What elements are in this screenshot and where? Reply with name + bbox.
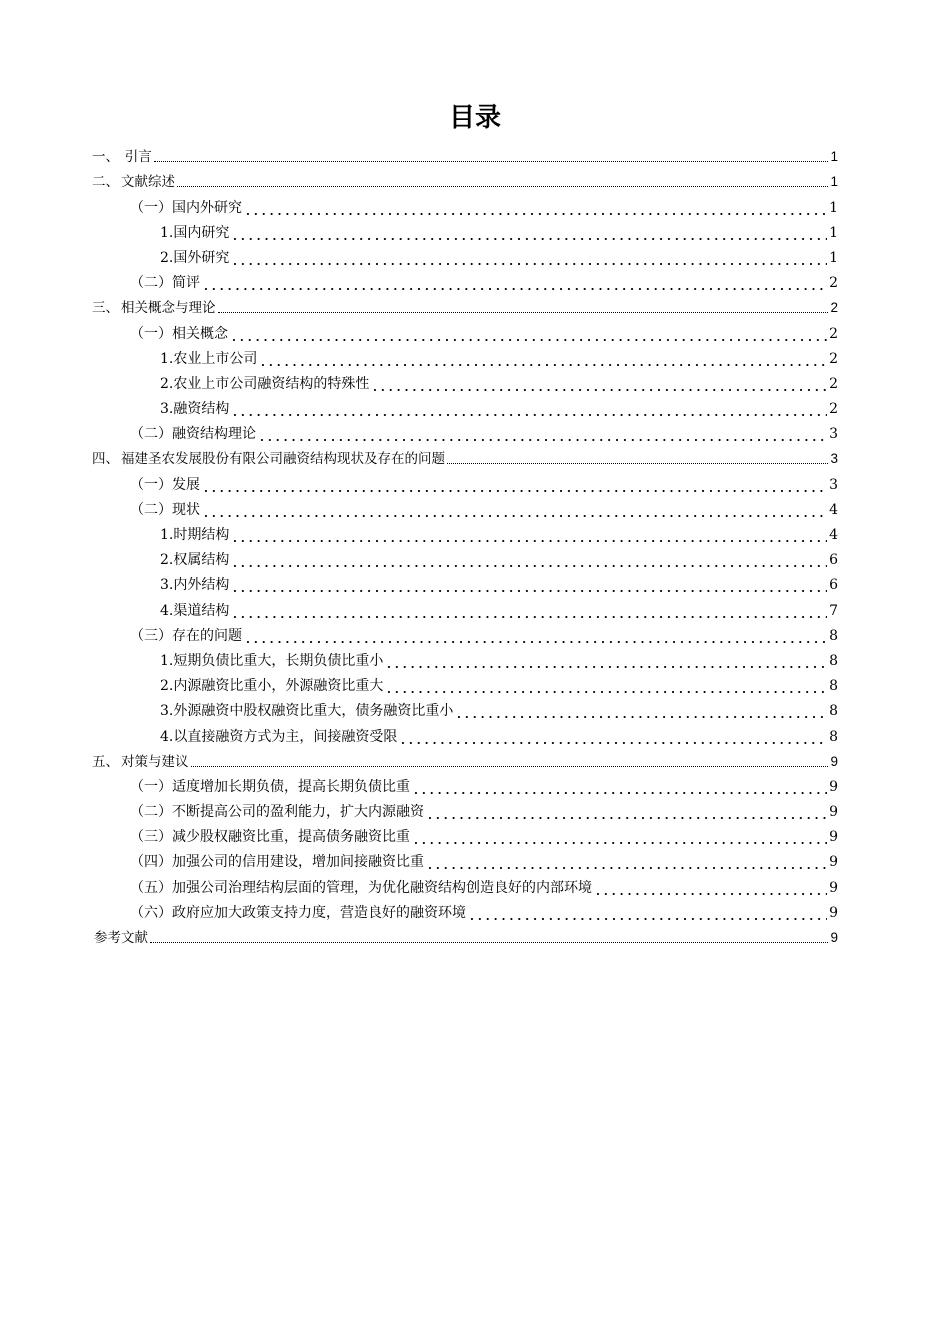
toc-entry-page-number: 8 bbox=[829, 728, 838, 745]
dot-leader bbox=[455, 701, 827, 721]
toc-entry-label bbox=[160, 525, 229, 545]
toc-entry-text: 农业上市公司融资结构的特殊性 bbox=[173, 375, 370, 392]
toc-entry[interactable] bbox=[92, 898, 838, 923]
dot-leader bbox=[412, 777, 827, 797]
toc-entry-label bbox=[130, 198, 242, 218]
toc-entry-label bbox=[130, 273, 200, 293]
toc-entry-number: （一） bbox=[130, 778, 172, 795]
toc-entry-number: 1. bbox=[160, 527, 174, 543]
toc-entry[interactable] bbox=[92, 595, 838, 620]
toc-entry-page-number: 1 bbox=[830, 149, 838, 165]
toc-entry-text: 内外结构 bbox=[173, 577, 230, 594]
toc-entry-number: 五、 bbox=[92, 753, 119, 769]
toc-entry[interactable] bbox=[92, 847, 838, 872]
toc-entry-label bbox=[92, 928, 148, 948]
dot-leader bbox=[150, 942, 828, 943]
toc-entry-text: 国外研究 bbox=[173, 249, 230, 266]
dot-leader bbox=[231, 601, 827, 621]
toc-entry-label bbox=[130, 827, 410, 847]
toc-entry-page-number: 2 bbox=[829, 401, 838, 418]
toc-entry-text: 加强公司的信用建设，增加间接融资比重 bbox=[172, 854, 424, 871]
toc-entry-number: 1. bbox=[160, 652, 174, 669]
toc-entry[interactable] bbox=[92, 218, 838, 243]
toc-entry-number: （六） bbox=[130, 904, 172, 921]
toc-entry-text: 农业上市公司 bbox=[173, 350, 258, 367]
toc-entry-number: 2. bbox=[160, 249, 174, 266]
toc-entry-number: 2. bbox=[160, 678, 174, 695]
toc-entry-label bbox=[160, 399, 229, 419]
toc-entry-text: 减少股权融资比重，提高债务融资比重 bbox=[172, 829, 410, 846]
table-of-contents bbox=[92, 142, 838, 948]
dot-leader bbox=[426, 802, 827, 822]
toc-entry-label bbox=[160, 575, 229, 595]
dot-leader bbox=[191, 766, 829, 767]
toc-entry-number: 三、 bbox=[92, 300, 119, 316]
toc-entry[interactable] bbox=[92, 444, 838, 469]
toc-entry-page-number: 4 bbox=[829, 501, 838, 518]
toc-entry-label bbox=[92, 298, 216, 318]
toc-entry[interactable] bbox=[92, 469, 838, 494]
toc-entry-label bbox=[130, 626, 242, 646]
toc-entry-text: 外源融资中股权融资比重大，债务融资比重小 bbox=[173, 703, 454, 720]
toc-entry-text: 对策与建议 bbox=[121, 753, 189, 769]
toc-entry-label bbox=[130, 878, 592, 898]
toc-entry-number: 3. bbox=[160, 401, 174, 418]
toc-entry-text: 适度增加长期负债，提高长期负债比重 bbox=[172, 778, 410, 795]
dot-leader bbox=[202, 273, 827, 293]
toc-entry[interactable] bbox=[92, 621, 838, 646]
toc-entry[interactable] bbox=[92, 293, 838, 318]
toc-entry[interactable] bbox=[92, 570, 838, 595]
toc-entry-text: 相关概念 bbox=[172, 325, 228, 342]
toc-entry-page-number: 3 bbox=[829, 426, 838, 443]
toc-entry-number: 2. bbox=[160, 552, 174, 569]
toc-entry[interactable] bbox=[92, 797, 838, 822]
dot-leader bbox=[385, 651, 827, 671]
toc-entry-number: （三） bbox=[130, 829, 172, 846]
toc-entry-number: 四、 bbox=[92, 451, 119, 467]
toc-entry-number: （五） bbox=[130, 879, 172, 896]
toc-entry-page-number: 1 bbox=[829, 224, 838, 241]
dot-leader bbox=[385, 676, 827, 696]
toc-entry[interactable] bbox=[92, 520, 838, 545]
dot-leader bbox=[231, 525, 827, 545]
toc-entry[interactable] bbox=[92, 696, 838, 721]
toc-entry-text: 内源融资比重小，外源融资比重大 bbox=[173, 678, 384, 695]
dot-leader bbox=[412, 827, 827, 847]
page-title: 目录 bbox=[448, 103, 501, 133]
toc-entry-text: 福建圣农发展股份有限公司融资结构现状及存在的问题 bbox=[121, 451, 445, 467]
toc-entry[interactable] bbox=[92, 923, 838, 948]
toc-entry-number: 3. bbox=[160, 703, 174, 720]
toc-entry-number: 3. bbox=[160, 577, 174, 594]
toc-entry-label bbox=[160, 601, 229, 621]
toc-entry[interactable] bbox=[92, 721, 838, 746]
toc-entry-page-number: 8 bbox=[829, 627, 838, 644]
toc-entry-number: 二、 bbox=[92, 174, 119, 190]
toc-entry-text: 政府应加大政策支持力度，营造良好的融资环境 bbox=[172, 904, 466, 921]
toc-entry-number: （二） bbox=[130, 275, 172, 292]
toc-entry-page-number: 9 bbox=[830, 753, 838, 769]
toc-entry-text: 国内研究 bbox=[173, 224, 230, 241]
toc-entry[interactable] bbox=[92, 192, 838, 217]
toc-entry-page-number: 4 bbox=[829, 527, 838, 543]
dot-leader bbox=[230, 324, 827, 344]
toc-entry-text: 权属结构 bbox=[173, 552, 230, 569]
toc-entry-text: 现状 bbox=[172, 501, 200, 518]
toc-entry-number: 4. bbox=[160, 602, 174, 619]
dot-leader bbox=[399, 727, 827, 747]
toc-entry-number: 1. bbox=[160, 350, 174, 367]
dot-leader bbox=[594, 878, 827, 898]
toc-entry-text: 参考文献 bbox=[94, 930, 148, 945]
dot-leader bbox=[426, 852, 827, 872]
dot-leader bbox=[259, 349, 827, 369]
dot-leader bbox=[258, 424, 827, 444]
toc-entry-text: 加强公司治理结构层面的管理，为优化融资结构创造良好的内部环境 bbox=[172, 879, 592, 896]
toc-entry[interactable] bbox=[92, 142, 838, 167]
toc-entry-text: 文献综述 bbox=[121, 174, 175, 190]
dot-leader bbox=[154, 161, 828, 162]
toc-entry[interactable] bbox=[92, 747, 838, 772]
toc-entry-text: 渠道结构 bbox=[173, 602, 230, 619]
toc-entry-text: 融资结构 bbox=[173, 401, 230, 418]
dot-leader bbox=[231, 223, 827, 243]
toc-entry-label bbox=[160, 550, 229, 570]
toc-entry-page-number: 9 bbox=[829, 904, 838, 921]
toc-entry-page-number: 2 bbox=[830, 300, 838, 316]
toc-entry-number: 2. bbox=[160, 375, 174, 392]
dot-leader bbox=[202, 500, 827, 520]
toc-entry-page-number: 9 bbox=[829, 829, 838, 846]
toc-entry-number: 4. bbox=[160, 728, 174, 745]
dot-leader bbox=[177, 186, 828, 187]
toc-entry-label bbox=[160, 223, 229, 243]
toc-entry-label bbox=[130, 802, 424, 822]
toc-entry[interactable] bbox=[92, 369, 838, 394]
toc-entry[interactable] bbox=[92, 545, 838, 570]
toc-entry-text: 国内外研究 bbox=[172, 199, 242, 216]
toc-entry-number: （四） bbox=[130, 854, 172, 871]
toc-entry-number: （一） bbox=[130, 199, 172, 216]
toc-entry-label bbox=[130, 424, 256, 444]
toc-entry-number: （二） bbox=[130, 501, 172, 518]
toc-entry-text: 引言 bbox=[121, 149, 152, 165]
dot-leader bbox=[231, 248, 827, 268]
toc-entry-page-number: 8 bbox=[829, 678, 838, 695]
toc-entry-page-number: 1 bbox=[829, 249, 838, 266]
toc-entry-page-number: 9 bbox=[829, 778, 838, 795]
toc-entry-text: 以直接融资方式为主，间接融资受限 bbox=[173, 728, 398, 745]
toc-entry-page-number: 6 bbox=[829, 552, 838, 569]
toc-entry-text: 不断提高公司的盈利能力，扩大内源融资 bbox=[172, 804, 424, 821]
toc-entry-label bbox=[130, 903, 466, 923]
toc-entry-page-number: 9 bbox=[829, 854, 838, 871]
toc-entry-label bbox=[160, 676, 383, 696]
toc-entry[interactable] bbox=[92, 671, 838, 696]
toc-entry-page-number: 2 bbox=[829, 325, 838, 342]
toc-entry-label bbox=[130, 475, 200, 495]
toc-entry-page-number: 3 bbox=[829, 476, 838, 493]
toc-entry-label bbox=[92, 752, 189, 772]
toc-entry-page-number: 2 bbox=[829, 275, 838, 292]
toc-entry-text: 存在的问题 bbox=[172, 627, 242, 644]
dot-leader bbox=[231, 550, 827, 570]
toc-entry-label bbox=[160, 727, 397, 747]
toc-entry[interactable] bbox=[92, 646, 838, 671]
toc-entry-page-number: 9 bbox=[829, 804, 838, 821]
toc-entry-number: （二） bbox=[130, 426, 172, 443]
toc-entry-label bbox=[160, 248, 229, 268]
toc-entry-page-number: 6 bbox=[829, 577, 838, 594]
toc-entry-page-number: 2 bbox=[829, 350, 838, 367]
toc-entry-page-number: 8 bbox=[829, 652, 838, 669]
toc-entry-page-number: 3 bbox=[830, 451, 838, 467]
dot-leader bbox=[447, 463, 828, 464]
toc-entry[interactable] bbox=[92, 268, 838, 293]
toc-entry-text: 相关概念与理论 bbox=[121, 300, 216, 316]
toc-entry-label bbox=[160, 701, 453, 721]
toc-entry[interactable] bbox=[92, 772, 838, 797]
toc-entry-label bbox=[92, 147, 152, 167]
toc-entry-label bbox=[130, 852, 424, 872]
toc-entry-label bbox=[160, 374, 369, 394]
toc-entry-page-number: 2 bbox=[829, 375, 838, 392]
toc-entry-label bbox=[92, 449, 445, 469]
toc-entry-page-number: 1 bbox=[829, 199, 838, 216]
dot-leader bbox=[468, 903, 827, 923]
toc-entry[interactable] bbox=[92, 822, 838, 847]
toc-entry-number: 一、 bbox=[92, 149, 119, 165]
toc-entry[interactable] bbox=[92, 243, 838, 268]
toc-entry-number: 1. bbox=[160, 224, 174, 241]
toc-entry-number: （一） bbox=[130, 325, 172, 342]
toc-entry-text: 发展 bbox=[172, 476, 200, 493]
toc-entry-page-number: 8 bbox=[829, 703, 838, 720]
toc-entry-text: 时期结构 bbox=[173, 527, 230, 543]
toc-entry-label bbox=[130, 777, 410, 797]
toc-entry[interactable] bbox=[92, 318, 838, 343]
toc-entry[interactable] bbox=[92, 344, 838, 369]
dot-leader bbox=[244, 626, 827, 646]
toc-entry-text: 短期负债比重大，长期负债比重小 bbox=[173, 652, 384, 669]
toc-entry-label bbox=[160, 651, 383, 671]
toc-entry-label bbox=[92, 172, 175, 192]
dot-leader bbox=[231, 575, 827, 595]
dot-leader bbox=[371, 374, 827, 394]
toc-entry[interactable] bbox=[92, 872, 838, 897]
toc-entry-label bbox=[160, 349, 257, 369]
dot-leader bbox=[231, 399, 827, 419]
dot-leader bbox=[218, 312, 829, 313]
toc-entry-label bbox=[130, 500, 200, 520]
toc-entry-number: （二） bbox=[130, 804, 172, 821]
toc-entry[interactable] bbox=[92, 419, 838, 444]
toc-entry-number: （一） bbox=[130, 476, 172, 493]
dot-leader bbox=[244, 198, 827, 218]
dot-leader bbox=[202, 475, 827, 495]
toc-entry[interactable] bbox=[92, 495, 838, 520]
toc-entry[interactable] bbox=[92, 394, 838, 419]
toc-entry-text: 简评 bbox=[172, 275, 200, 292]
toc-entry-label bbox=[130, 324, 228, 344]
toc-entry-page-number: 9 bbox=[830, 930, 838, 945]
toc-entry-text: 融资结构理论 bbox=[172, 426, 256, 443]
toc-entry-page-number: 7 bbox=[829, 602, 838, 619]
toc-entry-number: （三） bbox=[130, 627, 172, 644]
toc-entry-page-number: 1 bbox=[830, 174, 838, 190]
toc-entry-page-number: 9 bbox=[829, 879, 838, 896]
toc-entry[interactable] bbox=[92, 167, 838, 192]
